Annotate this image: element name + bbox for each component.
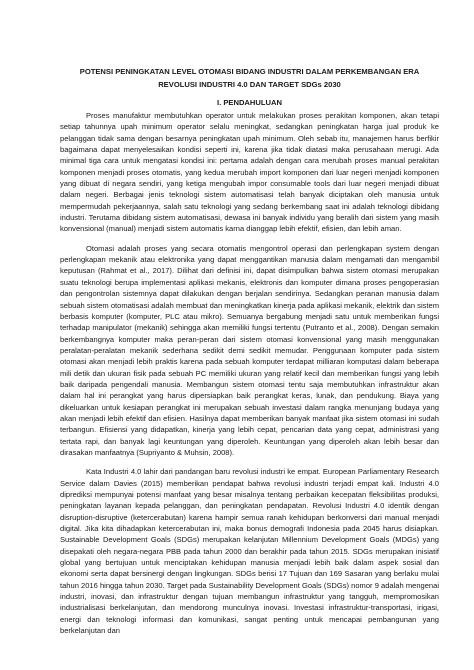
document-title [60,66,439,91]
paragraph-2: Otomasi adalah proses yang secara otomatis mengontrol operasi dan perlengkapan system dengan perlengkapan mekanik atau elektronika yang dapat menggantikan manusia dalam mengamati dan mengambil keputusan (Rahmat et al., 2017). Dilihat dari definisi ini, dapat disimpulkan bahwa sistem otomasi merupakan suatu teknologi berupa implementasi aplikasi mekanis, elektronis dan komputer dimana proses pengoperasian dan pengontrolan sistemnya dapat dilakukan dengan berjalan sendirinya. Sedangkan peranan manusia dalam sebuah sistem otomatisasi adalah membuat dan meningkatkan kinerja pada aplikasi mekanik, elektrik dan sistem berbasis komputer (komputer, PLC atau mikro). Semuanya bergabung menjadi satu untuk memberikan fungsi terhadap manipulator (mekanik) sehingga akan memiliki fungsi tertentu (Putranto et al., 2008). Dengan semakin berkembangnya komputer maka peran-peran dari sistem otomasi konvensional yang masih menggunakan peralatan-peralatan mekanik sederhana sedikit demi sedikit memudar. Penggunaan komputer pada sistem otomasi akan menjadi lebih praktis karena pada sebuah komputer terdapat milliaran komputasi dalam beberapa mili detik dan ukuran fisik pada sebuah PC memiliki ukuran yang relatif kecil dan memberikan fungsi yang lebih baik daripada pengendali manusia. Membangun sistem otomasi tentu saja membutuhkan infrastruktur akan dalam hal ini perangkat yang harus dipersiapkan baik perangkat keras, lunak, dan pendukung. Biaya yang dikeluarkan untuk kesiapan perangkat ini merupakan sebuah investasi dalam rangka menunjang budaya yang akan menjadi lebih efektif dan efisien. Hasilnya dapat memberikan banyak manfaat jika sistem otomasi ini sudah terbangun. Efisiensi yang didapatkan, kinerja yang lebih cepat, pencarian data yang cepat, administrasi yang tertata rapi, dan banyak lagi keuntungan yang diperoleh. Keuntungan yang diperoleh akan lebih besar dan dirasakan manfaatnya (Supriyanto & Muhsin, 2008). [60,243,439,457]
title-line-2: REVOLUSI INDUSTRI 4.0 DAN TARGET SDGs 2030 [158,79,341,89]
title-line-1: POTENSI PENINGKATAN LEVEL OTOMASI BIDANG INDUSTRI DALAM PERKEMBANGAN ERA [79,67,420,76]
paragraph-1: Proses manufaktur membutuhkan operator untuk melakukan proses perakitan komponen, akan tetapi setiap tahunnya upah minimum operator selalu meningkat, sedangkan peningkatan harga jual produk ke pelanggan tidak sama dengan besarnya peningkatan upah minimum. Oleh sebab itu, manajemen harus berfikir bagaimana dapat menyelesaikan kondisi seperti ini, karena jika tidak diatasi maka perusahaan merugi. Ada minimal tiga cara untuk mengatasi kondisi ini: pertama adalah dengan cara merubah proses manual perakitan komponen menjadi proses otomatis, yang kedua merubah import komponen dari luar negeri menjadi komponen yang dibuat di negara sendiri, yang ketiga mengubah impor consumable tools dari luar negeri menjadi dibuat dalam negeri. Berbagai jenis teknologi sistem automatisasi telah banyak diciptakan oleh manusia untuk mempermudah pekerjaannya, salah satu teknologi yang sedang berkembang saat ini adalah teknologi dibidang industri. Terutama dibidang sistem automatisasi, dewasa ini banyak individu yang beralih dari sistem yang masih konvensional (manual) menjadi sistem automatis karna dianggap lebih efektif, efisien, dan lebih aman. [60,111,439,234]
section-heading: I. PENDAHULUAN [217,98,282,107]
paragraph-3: Kata Industri 4.0 lahir dari pandangan baru revolusi industri ke empat. European Parliamentary Research Service dalam Davies (2015) memberikan pendapat bahwa revolusi industri terjadi empat kali. Industri 4.0 diprediksi mempunyai potensi manfaat yang besar misalnya tentang perbaikan kecepatan fleksibilitas produksi, peningkatan layanan kepada pelanggan, dan peningkatan pendapatan. Revolusi Industri 4.0 identik dengan disruption-disruptive (ketercerabutan) karena hampir semua ranah kehidupan berkonversi dari manual menjadi digital. Jika kita dihadapkan ketercerabutan ini, maka bonus demografi Indonesia pada 2045 harus disiapkan. Sustainable Development Goals (SDGs) merupakan kelanjutan Millennium Development Goals (MDGs) yang disepakati oleh negara-negara PBB pada tahun 2000 dan berakhir pada tahun 2015. SDGs merupakan inisiatif global yang bertujuan untuk menciptakan kehidupan manusia menjadi lebih baik dalam aspek sosial dan ekonomi serta dapat bersinergi dengan lingkungan. SDGs berisi 17 Tujuan dan 169 Sasaran yang berlaku mulai tahun 2016 hingga tahun 2030. Target pada Sustainability Development Goals (SDGs) nomor 9 adalah mengenai industri, inovasi, dan infrastruktur dengan tujuan membangun infrastruktur yang tangguh, mempromosikan industrialisasi berkelanjutan, dan mendorong munculnya inovasi. Investasi infrastruktur-transportasi, irigasi, energi dan teknologi informasi dan komunikasi, sangat penting untuk mencapai pembangunan yang berkelanjutan dan [60,467,439,636]
